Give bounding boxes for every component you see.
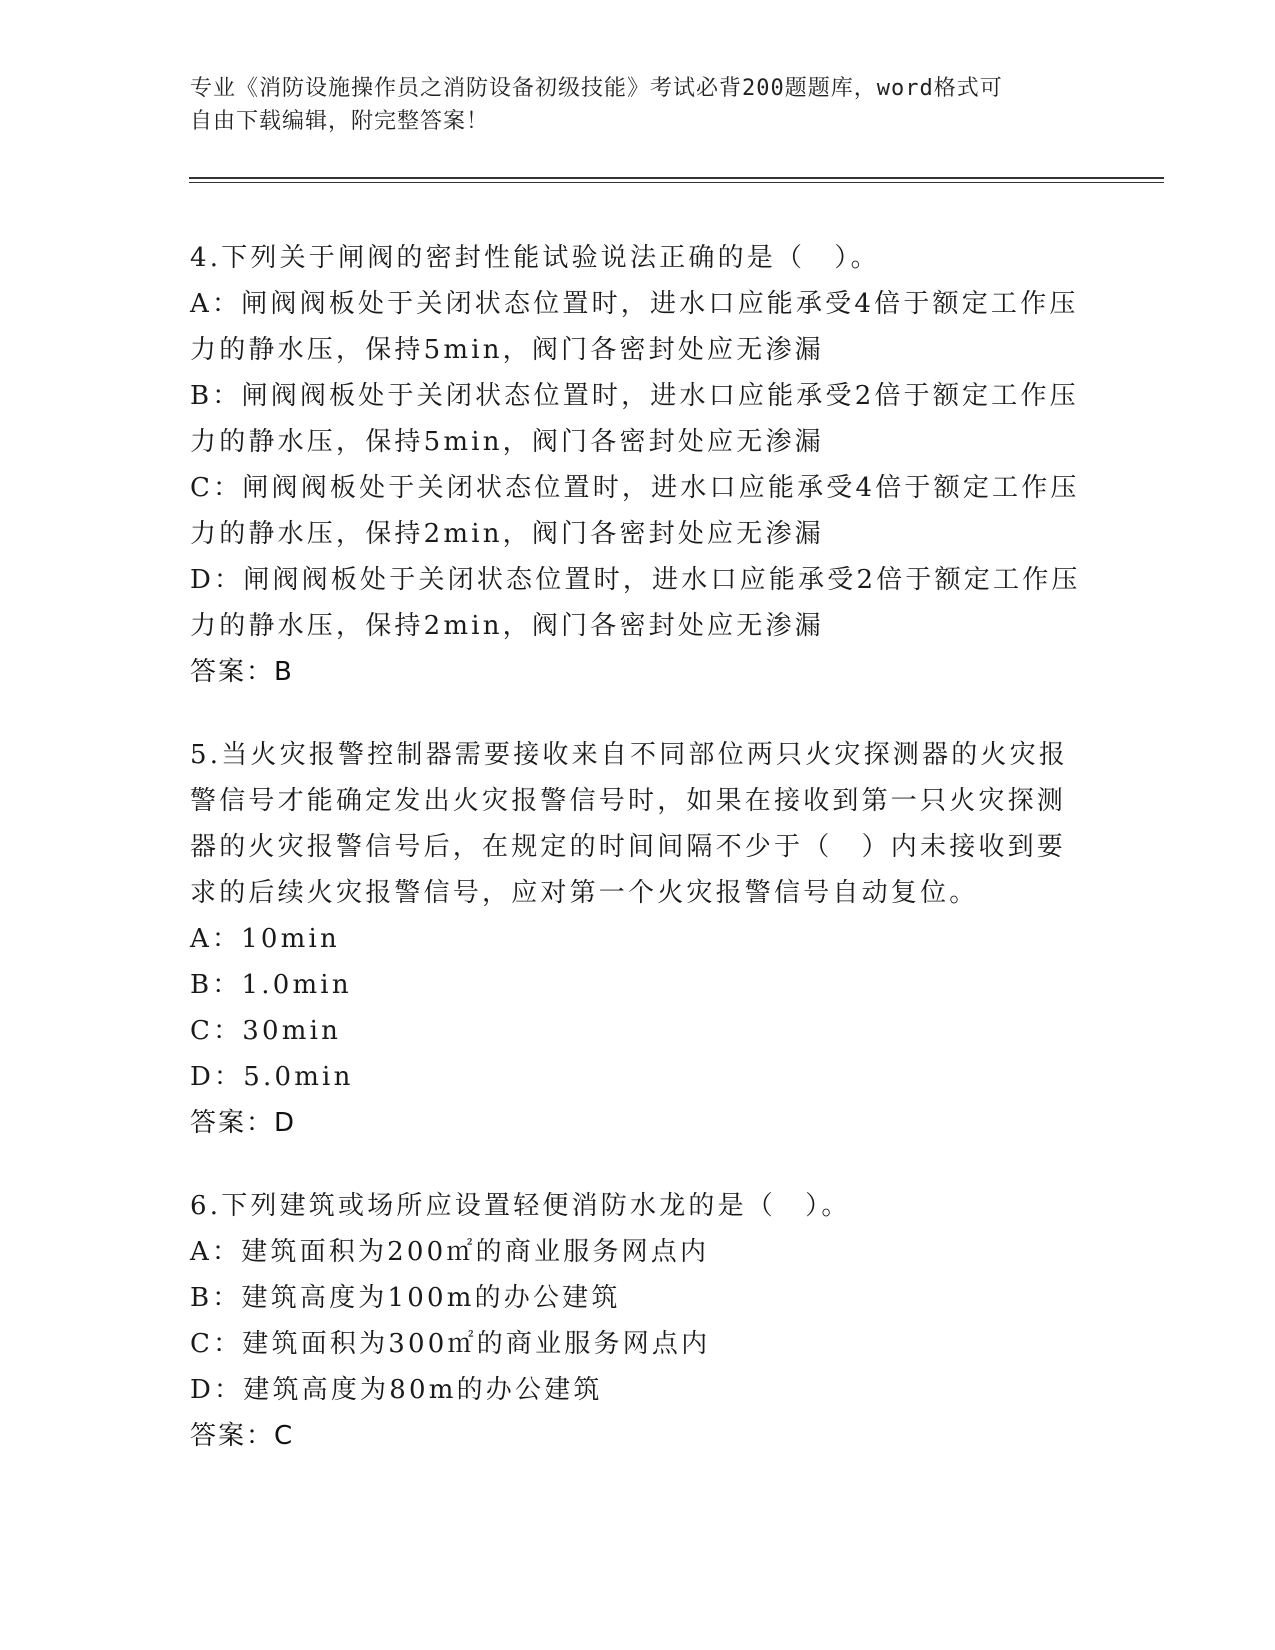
header-divider-thin bbox=[189, 182, 1164, 183]
question-4-option-d: D：闸阀阀板处于关闭状态位置时，进水口应能承受2倍于额定工作压 bbox=[190, 565, 1081, 595]
question-5-stem-1: 5.当火灾报警控制器需要接收来自不同部位两只火灾探测器的火灾报 bbox=[190, 740, 1069, 770]
question-5-answer: 答案：D bbox=[190, 1108, 297, 1138]
question-4-stem: 4.下列关于闸阀的密封性能试验说法正确的是（ ）。 bbox=[190, 243, 880, 273]
question-6-option-d: D：建筑高度为80m的办公建筑 bbox=[190, 1375, 603, 1405]
question-4-option-a: A：闸阀阀板处于关闭状态位置时，进水口应能承受4倍于额定工作压 bbox=[190, 289, 1079, 319]
question-6-stem: 6.下列建筑或场所应设置轻便消防水龙的是（ ）。 bbox=[190, 1191, 851, 1221]
question-4-option-b: B：闸阀阀板处于关闭状态位置时，进水口应能承受2倍于额定工作压 bbox=[190, 381, 1079, 411]
question-4-answer: 答案：B bbox=[190, 657, 294, 687]
question-5-stem-4: 求的后续火灾报警信号，应对第一个火灾报警信号自动复位。 bbox=[190, 878, 979, 908]
header-line-2: 自由下载编辑，附完整答案！ bbox=[190, 109, 490, 134]
document-header bbox=[190, 72, 1090, 138]
question-6 bbox=[190, 1183, 1090, 1459]
question-4-option-c: C：闸阀阀板处于关闭状态位置时，进水口应能承受4倍于额定工作压 bbox=[190, 473, 1080, 503]
question-6-answer: 答案：C bbox=[190, 1421, 295, 1451]
question-6-option-c: C：建筑面积为300㎡的商业服务网点内 bbox=[190, 1329, 711, 1359]
question-4-option-c-cont: 力的静水压，保持2min，阀门各密封处应无渗漏 bbox=[190, 519, 824, 549]
question-6-option-a: A：建筑面积为200㎡的商业服务网点内 bbox=[190, 1237, 710, 1267]
question-list bbox=[190, 235, 1090, 1496]
question-5-option-d: D：5.0min bbox=[190, 1062, 354, 1092]
question-4-option-d-cont: 力的静水压，保持2min，阀门各密封处应无渗漏 bbox=[190, 611, 824, 641]
question-4-option-b-cont: 力的静水压，保持5min，阀门各密封处应无渗漏 bbox=[190, 427, 824, 457]
question-5-stem-3: 器的火灾报警信号后，在规定的时间间隔不少于（ ）内未接收到要 bbox=[190, 832, 1067, 862]
question-4 bbox=[190, 235, 1090, 695]
header-line-1: 专业《消防设施操作员之消防设备初级技能》考试必背200题题库，word格式可 bbox=[190, 76, 1003, 101]
question-5-option-c: C：30min bbox=[190, 1016, 342, 1046]
header-divider-thick bbox=[189, 177, 1164, 179]
question-5-stem-2: 警信号才能确定发出火灾报警信号时，如果在接收到第一只火灾探测 bbox=[190, 786, 1067, 816]
question-5-option-a: A：10min bbox=[190, 924, 340, 954]
question-5 bbox=[190, 732, 1090, 1146]
question-4-option-a-cont: 力的静水压，保持5min，阀门各密封处应无渗漏 bbox=[190, 335, 824, 365]
question-6-option-b: B：建筑高度为100m的办公建筑 bbox=[190, 1283, 621, 1313]
question-5-option-b: B：1.0min bbox=[190, 970, 352, 1000]
